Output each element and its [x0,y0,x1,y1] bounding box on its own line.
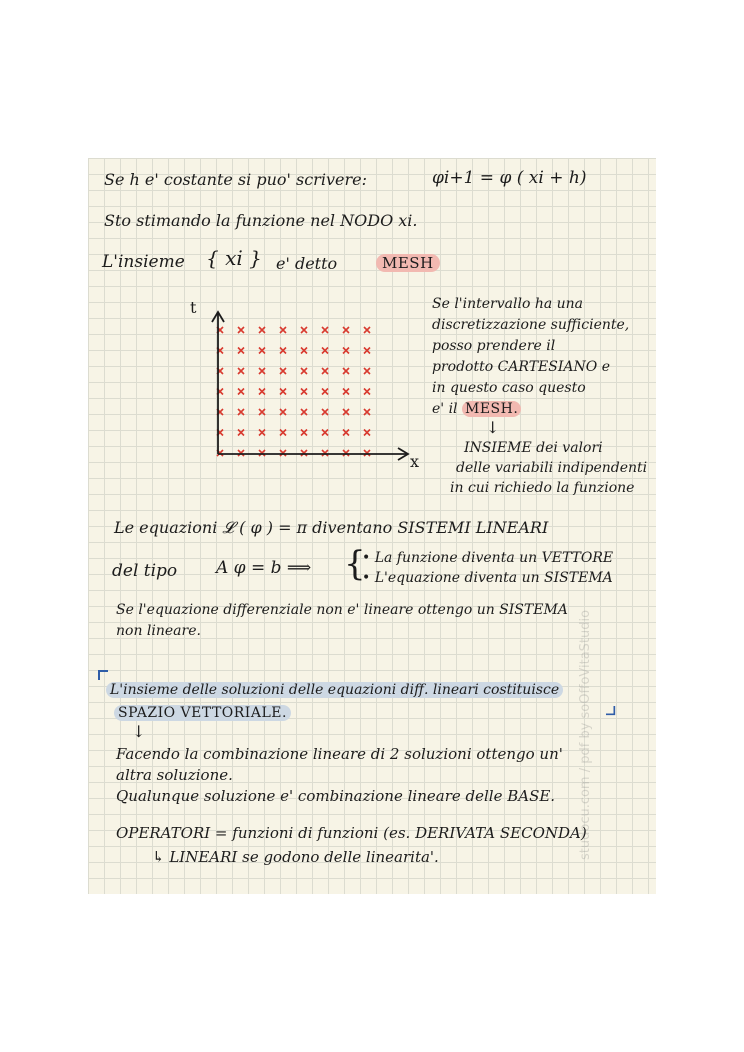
operators-definition: OPERATORI = funzioni di funzioni (es. DERIVATA SECONDA) [116,824,587,842]
mesh-point [301,348,307,354]
combination-line: Qualunque soluzione e' combinazione lineare delle BASE. [116,787,556,805]
interval-note-last-line [432,399,629,420]
mesh-highlight: MESH [376,254,440,272]
mesh-point [238,368,244,374]
insieme-line: INSIEME dei valori [464,440,603,456]
combination-note [116,744,563,807]
mesh-point [280,389,286,395]
mesh-point [322,327,328,333]
mesh-point [259,327,265,333]
equations-linear-systems: Le equazioni 𝓛 ( φ ) = π diventano SISTEMI LINEARI [114,518,549,537]
insieme-line: in cui richiedo la funzione [450,480,635,496]
interval-note-prefix: e' il [432,401,458,417]
mesh-point [259,348,265,354]
interval-note-line: prodotto CARTESIANO e [432,359,610,375]
mesh-point [343,409,349,415]
mesh-point [280,450,286,456]
mesh-point [301,368,307,374]
mesh-point [280,327,286,333]
mesh-point [301,409,307,415]
linear-system-formula: A φ = b ⟹ [216,558,312,578]
combination-line: altra soluzione. [116,766,233,784]
interval-note-line: in questo caso questo [432,380,586,396]
solutions-set-line: L'insieme delle soluzioni delle equazioni diff. lineari costituisce [106,682,563,698]
mesh-point [364,389,370,395]
nonlinear-line: Se l'equazione differenziale non e' lineare ottengo un SISTEMA [116,602,568,618]
interval-note-line: posso prendere il [432,338,556,354]
mesh-point [322,409,328,415]
mesh-point [343,348,349,354]
mesh-point [364,430,370,436]
nonlinear-note [116,600,568,642]
combination-line: Facendo la combinazione lineare di 2 soluzioni ottengo un' [116,745,563,763]
mesh-point [322,450,328,456]
mesh-point [343,327,349,333]
mesh-point [238,430,244,436]
x-axis-label: x [410,452,420,471]
mesh-point [364,450,370,456]
mesh-point [322,348,328,354]
node-estimate-text: Sto stimando la funzione nel NODO xi. [104,211,418,230]
mesh-point [364,409,370,415]
interval-note-line: Se l'intervallo ha una [432,296,584,312]
independent-variables-note [450,438,647,498]
type-prefix: del tipo [112,561,178,581]
mesh-point [280,368,286,374]
bullet-system: • L'equazione diventa un SISTEMA [362,570,613,586]
corner-bracket-top-left [98,670,108,680]
mesh-point [343,368,349,374]
nonlinear-line: non lineare. [116,623,201,639]
interval-note-line: discretizzazione sufficiente, [432,317,630,333]
mesh-point [259,450,265,456]
mesh-point [259,409,265,415]
mesh-point [301,389,307,395]
mesh-point [259,368,265,374]
mesh-point [280,348,286,354]
down-arrow-icon: ↓ [486,418,500,437]
mesh-point [238,409,244,415]
insieme-line: delle variabili indipendenti [456,460,648,476]
mesh-highlight-small: MESH. [462,401,521,417]
mesh-point [280,409,286,415]
linear-operators-note: ↳ LINEARI se godono delle linearita'. [152,848,439,866]
mesh-point [343,430,349,436]
mesh-point [301,430,307,436]
mesh-point [343,450,349,456]
mesh-point [322,368,328,374]
mesh-point [301,450,307,456]
down-arrow-icon-2: ↓ [132,722,146,741]
system-bullets [362,548,613,588]
constant-h-text: Se h e' costante si puo' scrivere: [104,170,367,189]
mesh-point [343,389,349,395]
xi-set: { xi } [206,246,262,270]
set-prefix-text: L'insieme [102,252,185,272]
mesh-point [280,430,286,436]
bullet-vector: • La funzione diventa un VETTORE [362,550,614,566]
mesh-point [364,368,370,374]
mesh-point [322,430,328,436]
mesh-point [322,389,328,395]
corner-bracket-bottom-right [606,706,616,716]
mesh-points-group [217,327,370,456]
mesh-point [301,327,307,333]
mesh-point [364,327,370,333]
mesh-point [259,389,265,395]
interval-note [432,294,629,420]
mesh-point [238,327,244,333]
brace: { [344,544,366,584]
t-axis-label: t [190,298,197,317]
recurrence-formula: φi+1 = φ ( xi + h) [432,168,587,188]
mesh-point [259,430,265,436]
mesh-point [238,389,244,395]
watermark: studocu.com / pdf by soOffoVitaStudio [578,609,593,860]
mesh-point [364,348,370,354]
called-text: e' detto [276,254,338,273]
mesh-point [238,348,244,354]
vector-space-line: SPAZIO VETTORIALE. [114,705,291,721]
mesh-grid-diagram [186,298,426,474]
mesh-point [238,450,244,456]
